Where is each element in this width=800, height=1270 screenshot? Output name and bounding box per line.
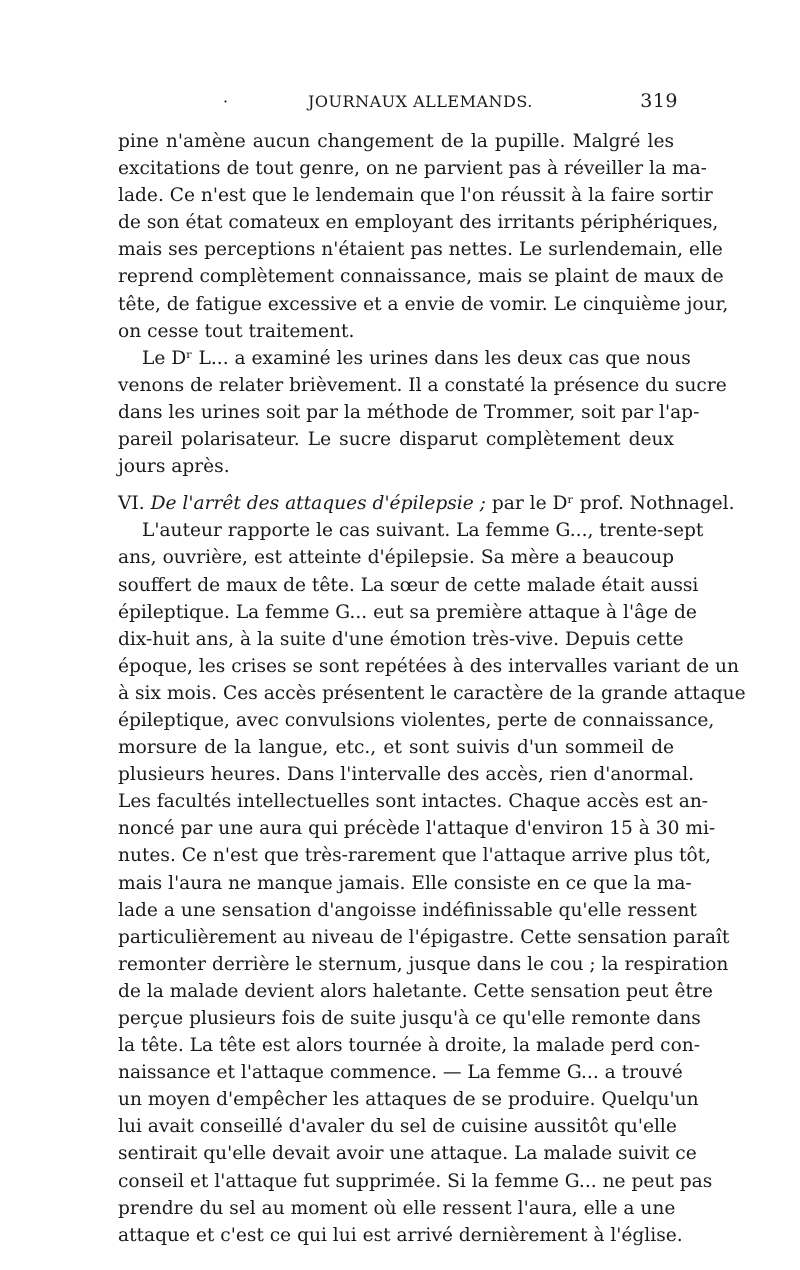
text-line: époque, les crises se sont repétées à des intervalles variant de un [118,655,739,677]
text-line: un moyen d'empêcher les attaques de se produire. Quelqu'un [118,1089,699,1111]
text-line: attaque et c'est ce qui lui est arrivé dernièrement à l'église. [118,1224,683,1246]
text-line: excitations de tout genre, on ne parvient pas à réveiller la ma- [118,158,707,180]
text-line: conseil et l'attaque fut supprimée. Si la femme G... ne peut pas [118,1170,713,1192]
text-line: lade. Ce n'est que le lendemain que l'on réussit à la faire sortir [118,185,713,207]
text-line: épileptique. La femme G... eut sa première attaque à l'âge de [118,601,697,623]
text-line: jours après. [118,456,230,478]
text-line: perçue plusieurs fois de suite jusqu'à ce qu'elle remonte dans [118,1008,701,1029]
text-line: dix-huit ans, à la suite d'une émotion très-vive. Depuis cette [118,628,684,650]
text-line: épileptique, avec convulsions violentes, perte de connaissance, [118,709,715,731]
body-text [118,128,746,1249]
section-heading [118,490,735,517]
text-line: la tête. La tête est alors tournée à droite, la malade perd con- [118,1035,701,1057]
text-line: Le Dʳ L... a examiné les urines dans les deux cas que nous [142,347,691,369]
text-line: Les facultés intellectuelles sont intactes. Chaque accès est an- [118,791,709,813]
text-line: venons de relater brièvement. Il a constaté la présence du sucre [118,374,727,396]
text-line: ans, ouvrière, est atteinte d'épilepsie. Sa mère a beaucoup [118,547,674,569]
text-line: dans les urines soit par la méthode de Trommer, soit par l'ap- [118,401,700,423]
text-line: mais ses perceptions n'étaient pas nettes. Le surlendemain, elle [118,239,723,261]
text-line: de son état comateux en employant des irritants périphériques, [118,212,719,234]
text-line: souffert de maux de tête. La sœur de cette malade était aussi [118,574,699,596]
text-line: pine n'amène aucun changement de la pupille. Malgré les [118,131,674,152]
text-line: remonter derrière le sternum, jusque dans le cou ; la respiration [118,953,729,975]
text-line: mais l'aura ne manque jamais. Elle consiste en ce que la ma- [118,872,692,894]
ornament: · [223,92,229,111]
text-line: lui avait conseillé d'avaler du sel de cuisine aussitôt qu'elle [118,1116,677,1138]
text-line: on cesse tout traitement. [118,320,355,342]
text-line: sentirait qu'elle devait avoir une attaque. La malade suivit ce [118,1143,697,1165]
text-line: à six mois. Ces accès présentent le caractère de la grande attaque [118,682,746,704]
text-line: naissance et l'attaque commence. — La femme G... a trouvé [118,1062,683,1084]
text-line: tête, de fatigue excessive et a envie de vomir. Le cinquième jour, [118,293,729,315]
page-number: 319 [640,90,678,112]
text-line: reprend complètement connaissance, mais se plaint de maux de [118,266,724,288]
text-line: de la malade devient alors haletante. Cette sensation peut être [118,980,713,1002]
text-line: nutes. Ce n'est que très-rarement que l'attaque arrive plus tôt, [118,845,712,867]
section-byline: par le Dʳ prof. Nothnagel. [491,493,735,515]
text-line: particulièrement au niveau de l'épigastre. Cette sensation paraît [118,926,730,948]
text-line: L'auteur rapporte le cas suivant. La femme G..., trente-sept [142,520,704,542]
text-line: pareil polarisateur. Le sucre disparut complètement deux [118,429,674,451]
text-line: morsure de la langue, etc., et sont suivis d'un sommeil de [118,737,674,759]
running-head-title: JOURNAUX ALLEMANDS. [308,92,533,111]
text-line: prendre du sel au moment où elle ressent l'aura, elle a une [118,1197,676,1219]
text-line: noncé par une aura qui précède l'attaque d'environ 15 à 30 mi- [118,818,716,840]
text-line: plusieurs heures. Dans l'intervalle des accès, rien d'anormal. [118,764,695,786]
section-title: De l'arrêt des attaques d'épilepsie ; [150,493,486,515]
section-number: VI. [118,493,145,515]
text-line: lade a une sensation d'angoisse indéfinissable qu'elle ressent [118,899,697,921]
running-head [118,92,678,114]
